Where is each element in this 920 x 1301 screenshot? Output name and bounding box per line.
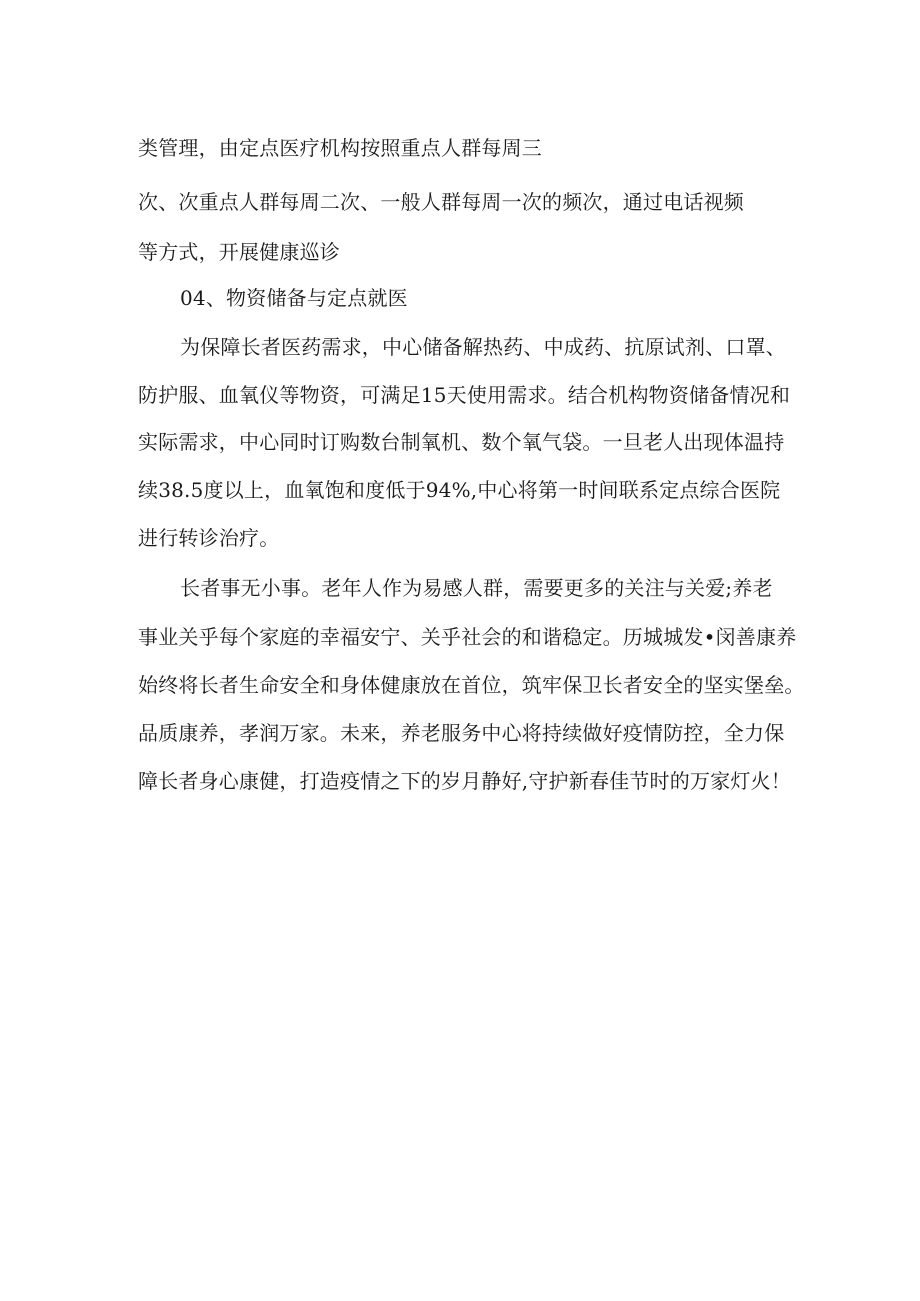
paragraph-line: 次、次重点人群每周二次、一般人群每周一次的频次，通过电话视频 [138, 190, 744, 214]
paragraph-line: 为保障长者医药需求，中心储备解热药、中成药、抗原试剂、口罩、 [180, 335, 786, 359]
paragraph-line: 防护服、血氧仪等物资，可满足15天使用需求。结合机构物资储备情况和 [138, 383, 791, 407]
paragraph-line: 类管理，由定点医疗机构按照重点人群每周三 [138, 136, 542, 160]
paragraph-line: 实际需求，中心同时订购数台制氧机、数个氧气袋。一旦老人出现体温持 [138, 430, 785, 454]
section-heading: 04、物资储备与定点就医 [180, 286, 408, 310]
paragraph-line: 进行转诊治疗。 [138, 526, 280, 550]
paragraph-line: 续38.5度以上，血氧饱和度低于94%,中心将第一时间联系定点综合医院 [138, 478, 781, 502]
paragraph-line: 始终将长者生命安全和身体健康放在首位，筑牢保卫长者安全的坚实堡垒。 [138, 673, 805, 697]
paragraph-line: 品质康养，孝润万家。未来，养老服务中心将持续做好疫情防控，全力保 [138, 721, 785, 745]
paragraph-line: 长者事无小事。老年人作为易感人群，需要更多的关注与关爱;养老 [180, 576, 773, 600]
paragraph-line: 等方式，开展健康巡诊 [138, 240, 340, 264]
paragraph-line: 事业关乎每个家庭的幸福安宁、关乎社会的和谐稳定。历城城发•闵善康养 [138, 625, 797, 649]
paragraph-line: 障长者身心康健，打造疫情之下的岁月静好,守护新春佳节时的万家灯火！ [138, 769, 791, 793]
